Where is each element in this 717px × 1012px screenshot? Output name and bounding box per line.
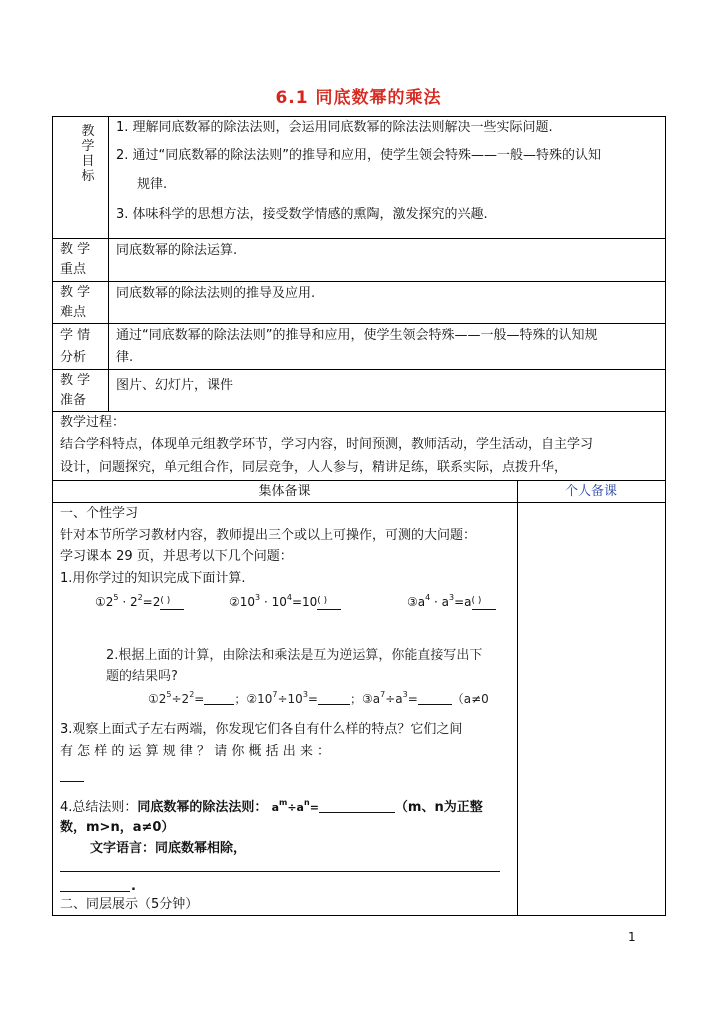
q2c-exp1: 7 (380, 691, 386, 699)
question-4-line-3: 文字语言：同底数幂相除， (90, 841, 247, 856)
q4-condition: （m、n为正整 (394, 800, 483, 815)
q2c-exp2: 3 (402, 691, 408, 699)
page-number: 1 (628, 930, 636, 944)
q4-blank[interactable] (319, 799, 395, 813)
objective-3: 3. 体味科学的思想方法，接受数学情感的熏陶，激发探究的兴趣. (116, 207, 488, 222)
analysis-line-1: 通过“同底数幂的除法法则”的推导和应用，使学生领会特殊——一般—特殊的认知规 (116, 328, 598, 343)
q1-item-c (407, 594, 496, 610)
q1-item-a (95, 594, 184, 610)
q4-answer-line-2[interactable] (60, 891, 130, 892)
analysis-label-bottom: 分析 (60, 350, 87, 365)
section-1-heading: 一、个性学习 (60, 506, 139, 521)
q1a-exp1: 5 (113, 593, 119, 602)
collective-prep-header: 集体备课 (258, 484, 311, 499)
q1c-blank[interactable] (472, 596, 496, 610)
preparation-label-bottom: 准备 (60, 393, 87, 408)
intro-line-2: 学习课本 29 页，并思考以下几个问题： (60, 549, 293, 564)
q2c-mid: ÷a (385, 692, 403, 706)
q4-end-period: . (131, 879, 136, 894)
q2b-mid: ÷10 (277, 692, 303, 706)
q1b-base: ②10 (229, 595, 256, 609)
difficulties-label-bottom: 难点 (60, 305, 87, 320)
q2b-blank[interactable] (318, 691, 350, 705)
q1b-exp2: 4 (286, 593, 292, 602)
q2b-exp1: 7 (272, 691, 278, 699)
key-points-label-top: 教 学 (60, 242, 91, 257)
objectives-label-char: 教 (81, 124, 95, 139)
process-line-2: 设计，问题探究，单元组合作，同层竞争，人人参与，精讲足练，联系实际，点拨升华， (60, 460, 568, 475)
q1a-mid: · 2 (118, 595, 138, 609)
objectives-label (78, 124, 98, 184)
question-1: 1.用你学过的知识完成下面计算. (60, 571, 246, 586)
preparation-label-top: 教 学 (60, 373, 91, 388)
q1c-base: ③a (407, 595, 426, 609)
objectives-label-char: 标 (81, 169, 95, 184)
section-2-heading: 二、同层展示（5分钟） (60, 897, 199, 912)
q2a-exp2: 2 (189, 691, 195, 699)
q1b-paren: ( ) (317, 596, 328, 606)
difficulties-text: 同底数幂的除法法则的推导及应用. (116, 286, 316, 301)
q4-rule-name: 同底数幂的除法法则： (137, 800, 268, 815)
objectives-label-char: 学 (81, 139, 95, 154)
q1c-mid: · a (430, 595, 450, 609)
difficulties-label-top: 教 学 (60, 285, 91, 300)
key-points-label-bottom: 重点 (60, 262, 87, 277)
q1c-exp2: 3 (449, 593, 455, 602)
q1a-paren: ( ) (160, 596, 171, 606)
q2a-base: ①2 (148, 692, 167, 706)
q1-item-b (229, 594, 341, 610)
q4-eq: = (309, 801, 319, 814)
question-2-line-2: 题的结果吗? (106, 669, 178, 684)
key-points-text: 同底数幂的除法运算. (116, 243, 238, 258)
process-line-1: 结合学科特点，体现单元组教学环节，学习内容，时间预测，教师活动，学生活动，自主学习 (60, 437, 594, 452)
analysis-label-top: 学 情 (60, 328, 91, 343)
q1b-blank[interactable] (317, 596, 341, 610)
q2a-exp1: 5 (166, 691, 172, 699)
question-4-line-2: 数，m>n，a≠0） (60, 820, 175, 835)
q4-m: m (279, 798, 288, 807)
analysis-line-2: 律. (116, 350, 134, 365)
q2c-base: ；③a (349, 692, 381, 706)
page-title: 6.1 同底数幂的乘法 (275, 88, 442, 108)
q2a-blank[interactable] (204, 691, 234, 705)
question-2-line-1: 2.根据上面的计算，由除法和乘法是互为逆运算，你能直接写出下 (106, 648, 483, 663)
q2b-exp2: 3 (302, 691, 308, 699)
objective-2: 2. 通过“同底数幂的除法法则”的推导和应用，使学生领会特殊——一般—特殊的认知 (116, 148, 602, 163)
q4-prefix: 4.总结法则： (60, 800, 138, 815)
personal-prep-header: 个人备课 (564, 484, 617, 499)
preparation-text: 图片、幻灯片，课件 (116, 378, 234, 393)
objective-1: 1. 理解同底数幂的除法法则，会运用同底数幂的除法法则解决一些实际问题. (116, 120, 553, 135)
q2b-eq: = (307, 692, 318, 706)
q4-formula (271, 798, 319, 814)
process-heading: 教学过程： (60, 415, 126, 430)
objective-2-cont: 规律. (137, 177, 168, 192)
q2a-eq: = (194, 692, 205, 706)
q4-answer-line-1[interactable] (60, 871, 500, 872)
q4-n: n (303, 798, 310, 807)
q1a-base: ①2 (95, 595, 114, 609)
q1a-eq: =2 (142, 595, 161, 609)
q2c-blank[interactable] (418, 691, 452, 705)
q1c-exp1: 4 (425, 593, 431, 602)
question-4-line-1 (60, 799, 483, 816)
q2d-condition: （a≠0 (451, 692, 489, 706)
question-3-line-2: 有 怎 样 的 运 算 规 律 ？ 请 你 概 括 出 来 ： (60, 744, 330, 759)
q2a-mid: ÷2 (171, 692, 190, 706)
question-3-line-1: 3.观察上面式子左右两端，你发现它们各自有什么样的特点？它们之间 (60, 722, 463, 737)
question-3-answer-line[interactable] (60, 768, 84, 782)
q1b-exp1: 3 (255, 593, 261, 602)
objectives-label-char: 目 (81, 154, 95, 169)
q1b-mid: · 10 (260, 595, 287, 609)
q1b-eq: =10 (291, 595, 318, 609)
q1c-paren: ( ) (471, 596, 482, 606)
q4-div: ÷a (287, 801, 304, 814)
q2b-base: ；②10 (234, 692, 273, 706)
q1a-blank[interactable] (160, 596, 184, 610)
q4-a: a (271, 801, 279, 814)
q1a-exp2: 2 (137, 593, 143, 602)
q2c-eq: = (407, 692, 418, 706)
intro-line-1: 针对本节所学习教材内容，教师提出三个或以上可操作，可测的大问题： (60, 528, 477, 543)
q1c-eq: =a (454, 595, 472, 609)
question-2-items (148, 691, 517, 707)
